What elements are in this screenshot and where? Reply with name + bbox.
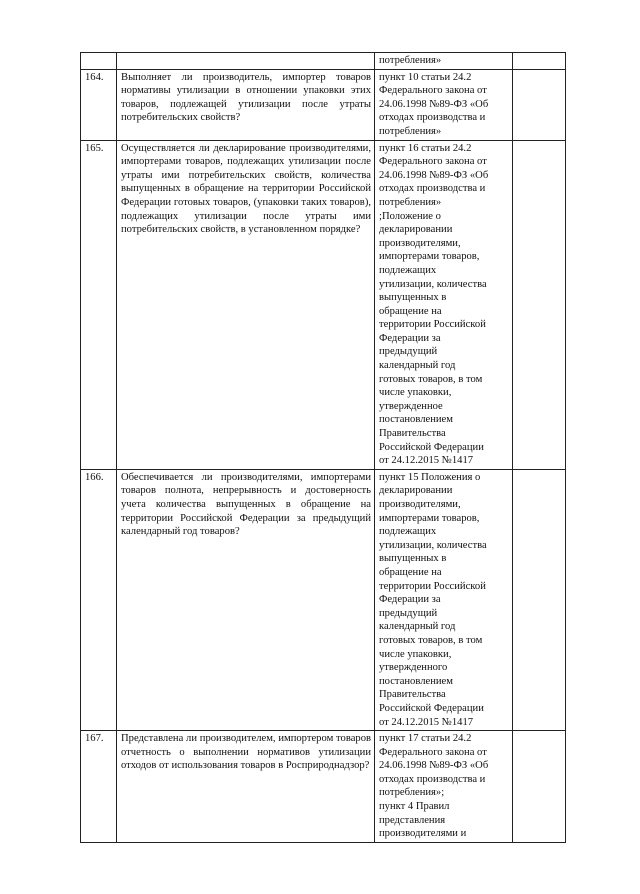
reference-line: Российской Федерации [379, 441, 484, 453]
reference-line: от 24.12.2015 №1417 [379, 716, 474, 728]
row-number: 167. [81, 731, 117, 843]
row-question: Осуществляется ли декларирование производителями, импортерами товаров, подлежащих утилизации после утраты ими потребительских свойств, количества выпущенных в обращение на территории Российской Федерации готовых товаров, (упаковки таких товаров), подлежащих утилизации после утраты ими потребительских свойств, в установленном порядке? [117, 140, 375, 469]
row-number: 164. [81, 69, 117, 140]
reference-line: декларировании [379, 224, 453, 236]
reference-line: 24.06.1998 №89-ФЗ «Об [379, 760, 489, 772]
row-number: 166. [81, 469, 117, 730]
reference-line: потребления»; [379, 787, 445, 799]
reference-line: Федерального закона от [379, 746, 487, 758]
reference-line: производителями, [379, 499, 461, 510]
reference-line: предыдущий [379, 607, 438, 619]
checklist-table-body [81, 53, 566, 843]
reference-line: 24.06.1998 №89-ФЗ «Об [379, 169, 489, 181]
reference-line: ;Положение о [379, 210, 441, 222]
row-answer-cell [513, 731, 566, 843]
row-question [117, 53, 375, 70]
reference-line: постановлением [379, 414, 453, 426]
reference-line: Правительства [379, 428, 446, 440]
row-question: Представлена ли производителем, импортером товаров отчетность о выполнении нормативов утилизации отходов от использования товаров в Росприроднадзор? [117, 731, 375, 843]
table-row [81, 69, 566, 140]
reference-line: 24.06.1998 №89-ФЗ «Об [379, 98, 489, 110]
row-question: Выполняет ли производитель, импортер товаров нормативы утилизации в отношении упаковки этих товаров, подлежащей утилизации после утраты потребительских свойств? [117, 69, 375, 140]
reference-line: Федерального закона от [379, 85, 487, 97]
reference-line: Федерации за [379, 594, 441, 606]
row-reference [375, 469, 513, 730]
reference-line: пункт 4 Правил [379, 801, 450, 813]
reference-line: обращение на [379, 566, 442, 578]
reference-line: производителями и [379, 828, 467, 840]
reference-line: Правительства [379, 689, 446, 701]
reference-line: утилизации, количества [379, 278, 487, 290]
table-row [81, 53, 566, 70]
reference-line: календарный год [379, 360, 456, 372]
reference-line: потребления» [379, 55, 442, 66]
row-number [81, 53, 117, 70]
reference-line: обращение на [379, 305, 442, 317]
reference-line: пункт 17 статьи 24.2 [379, 733, 472, 745]
reference-line: потребления» [379, 196, 442, 208]
reference-line: утвержденное [379, 400, 443, 412]
reference-line: пункт 10 статьи 24.2 [379, 71, 472, 83]
row-reference [375, 69, 513, 140]
row-question: Обеспечивается ли производителями, импортерами товаров полнота, непрерывность и достоверность учета количества выпущенных в обращение на территории Российской Федерации за предыдущий календарный год товаров? [117, 469, 375, 730]
table-row [81, 140, 566, 469]
reference-line: потребления» [379, 125, 442, 137]
reference-line: числе упаковки, [379, 648, 452, 660]
reference-line: выпущенных в [379, 553, 447, 565]
reference-line: отходах производства и [379, 183, 486, 195]
row-answer-cell [513, 140, 566, 469]
row-reference [375, 140, 513, 469]
reference-line: декларировании [379, 485, 453, 497]
reference-line: пункт 16 статьи 24.2 [379, 142, 472, 154]
reference-line: территории Российской [379, 319, 486, 331]
reference-line: Федерации за [379, 332, 441, 344]
row-answer-cell [513, 69, 566, 140]
reference-line: готовых товаров, в том [379, 373, 483, 385]
reference-line: Федерального закона от [379, 156, 487, 168]
reference-line: подлежащих [379, 264, 437, 276]
reference-line: Российской Федерации [379, 702, 484, 714]
reference-line: территории Российской [379, 580, 486, 592]
reference-line: от 24.12.2015 №1417 [379, 455, 474, 467]
reference-line: производителями, [379, 237, 461, 249]
row-reference [375, 53, 513, 70]
reference-line: предыдущий [379, 346, 438, 358]
reference-line: числе упаковки, [379, 387, 452, 399]
row-answer-cell [513, 469, 566, 730]
reference-line: подлежащих [379, 526, 437, 538]
row-answer-cell [513, 53, 566, 70]
reference-line: утвержденного [379, 662, 448, 674]
reference-line: выпущенных в [379, 292, 447, 304]
reference-line: пункт 15 Положения о [379, 471, 481, 483]
reference-line: отходах производства и [379, 112, 486, 124]
checklist-table [80, 52, 566, 843]
reference-line: утилизации, количества [379, 539, 487, 551]
reference-line: постановлением [379, 675, 453, 687]
reference-line: календарный год [379, 621, 456, 633]
row-number: 165. [81, 140, 117, 469]
row-reference [375, 731, 513, 843]
table-row [81, 469, 566, 730]
reference-line: импортерами товаров, [379, 512, 480, 524]
reference-line: представления [379, 814, 446, 826]
reference-line: готовых товаров, в том [379, 634, 483, 646]
reference-line: отходах производства и [379, 773, 486, 785]
table-row [81, 731, 566, 843]
reference-line: импортерами товаров, [379, 251, 480, 263]
